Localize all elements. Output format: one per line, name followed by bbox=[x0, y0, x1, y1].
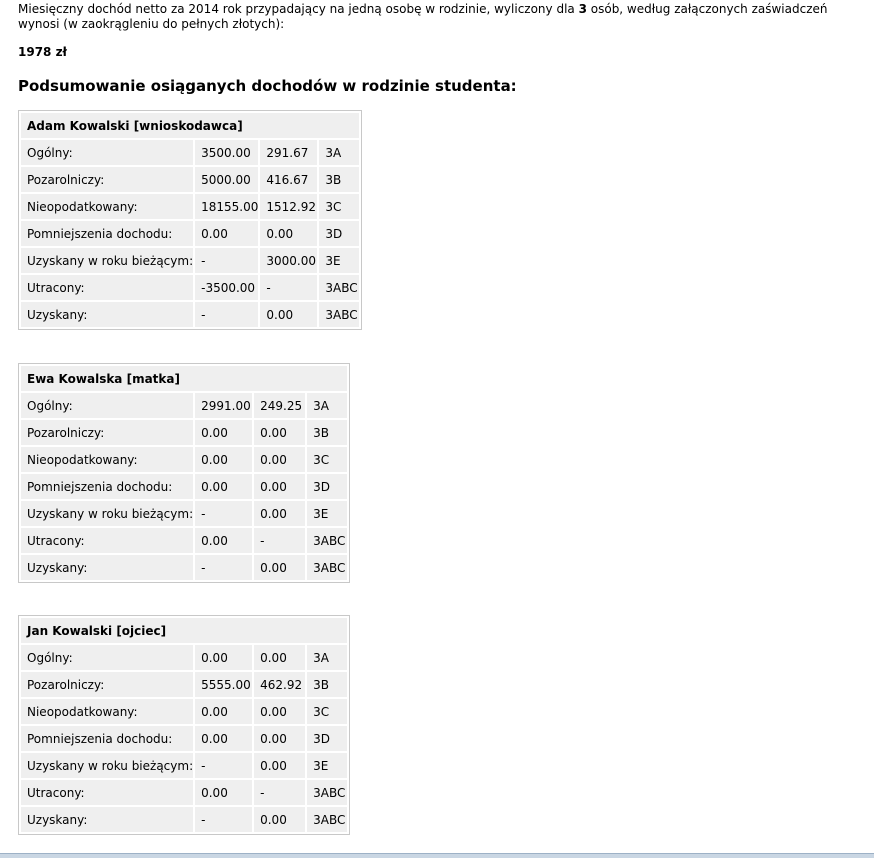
code-value: 3C bbox=[307, 699, 347, 724]
monthly-value: 0.00 bbox=[260, 302, 317, 327]
table-row bbox=[21, 780, 347, 805]
annual-value: - bbox=[195, 248, 258, 273]
code-value: 3B bbox=[319, 167, 359, 192]
monthly-value: 0.00 bbox=[254, 645, 305, 670]
code-value: 3E bbox=[307, 753, 347, 778]
table-row bbox=[21, 753, 347, 778]
code-value: 3ABC bbox=[307, 528, 347, 553]
person-name: Adam Kowalski [wnioskodawca] bbox=[21, 113, 359, 138]
income-type-label: Pomniejszenia dochodu: bbox=[21, 221, 193, 246]
table-row bbox=[21, 807, 347, 832]
code-value: 3ABC bbox=[307, 555, 347, 580]
annual-value: - bbox=[195, 555, 252, 580]
annual-value: 0.00 bbox=[195, 474, 252, 499]
income-type-label: Nieopodatkowany: bbox=[21, 194, 193, 219]
monthly-value: 0.00 bbox=[254, 501, 305, 526]
monthly-value: 3000.00 bbox=[260, 248, 317, 273]
code-value: 3ABC bbox=[319, 302, 359, 327]
monthly-value: 416.67 bbox=[260, 167, 317, 192]
income-type-label: Ogólny: bbox=[21, 393, 193, 418]
annual-value: 0.00 bbox=[195, 780, 252, 805]
monthly-value: 462.92 bbox=[254, 672, 305, 697]
annual-value: -3500.00 bbox=[195, 275, 258, 300]
income-type-label: Pomniejszenia dochodu: bbox=[21, 474, 193, 499]
annual-value: - bbox=[195, 807, 252, 832]
income-type-label: Ogólny: bbox=[21, 645, 193, 670]
annual-value: - bbox=[195, 302, 258, 327]
table-row bbox=[21, 275, 359, 300]
monthly-value: 0.00 bbox=[260, 221, 317, 246]
household-member-count: 3 bbox=[578, 2, 587, 16]
annual-value: 18155.00 bbox=[195, 194, 258, 219]
table-row bbox=[21, 555, 347, 580]
income-type-label: Uzyskany: bbox=[21, 807, 193, 832]
code-value: 3ABC bbox=[307, 807, 347, 832]
annual-value: 5000.00 bbox=[195, 167, 258, 192]
intro-text-before: Miesięczny dochód netto za 2014 rok przypadający na jedną osobę w rodzinie, wyliczony dla bbox=[18, 2, 579, 16]
monthly-value: 0.00 bbox=[254, 420, 305, 445]
annual-value: - bbox=[195, 501, 252, 526]
table-row bbox=[21, 672, 347, 697]
annual-value: 0.00 bbox=[195, 699, 252, 724]
annual-value: 0.00 bbox=[195, 645, 252, 670]
window-bottom-border bbox=[0, 853, 874, 858]
annual-value: 0.00 bbox=[195, 726, 252, 751]
annual-value: 0.00 bbox=[195, 528, 252, 553]
income-type-label: Pomniejszenia dochodu: bbox=[21, 726, 193, 751]
table-row bbox=[21, 528, 347, 553]
code-value: 3C bbox=[319, 194, 359, 219]
table-row bbox=[21, 699, 347, 724]
code-value: 3D bbox=[319, 221, 359, 246]
code-value: 3E bbox=[319, 248, 359, 273]
intro-text-after: osób, według załączonych zaświadczeń wynosi (w zaokrągleniu do pełnych złotych): bbox=[18, 2, 828, 31]
table-row bbox=[21, 447, 347, 472]
table-row bbox=[21, 167, 359, 192]
person-income-table-1 bbox=[18, 110, 362, 330]
code-value: 3E bbox=[307, 501, 347, 526]
code-value: 3D bbox=[307, 726, 347, 751]
income-type-label: Uzyskany w roku bieżącym: bbox=[21, 753, 193, 778]
monthly-value: 0.00 bbox=[254, 726, 305, 751]
table-row bbox=[21, 420, 347, 445]
annual-value: 0.00 bbox=[195, 221, 258, 246]
person-name: Jan Kowalski [ojciec] bbox=[21, 618, 347, 643]
table-header-row bbox=[21, 113, 359, 138]
income-type-label: Uzyskany: bbox=[21, 302, 193, 327]
income-type-label: Pozarolniczy: bbox=[21, 420, 193, 445]
monthly-value: - bbox=[254, 780, 305, 805]
income-per-person-amount: 1978 zł bbox=[18, 45, 68, 59]
income-type-label: Uzyskany w roku bieżącym: bbox=[21, 248, 193, 273]
table-header-row bbox=[21, 366, 347, 391]
code-value: 3ABC bbox=[307, 780, 347, 805]
monthly-value: 1512.92 bbox=[260, 194, 317, 219]
income-intro-text bbox=[18, 2, 858, 32]
annual-value: 0.00 bbox=[195, 447, 252, 472]
code-value: 3B bbox=[307, 672, 347, 697]
table-row bbox=[21, 248, 359, 273]
table-header-row bbox=[21, 618, 347, 643]
monthly-value: 0.00 bbox=[254, 447, 305, 472]
monthly-value: 0.00 bbox=[254, 807, 305, 832]
annual-value: 3500.00 bbox=[195, 140, 258, 165]
annual-value: - bbox=[195, 753, 252, 778]
person-income-table-2 bbox=[18, 363, 350, 583]
income-type-label: Pozarolniczy: bbox=[21, 167, 193, 192]
person-name: Ewa Kowalska [matka] bbox=[21, 366, 347, 391]
table-row bbox=[21, 140, 359, 165]
income-type-label: Pozarolniczy: bbox=[21, 672, 193, 697]
table-row bbox=[21, 726, 347, 751]
code-value: 3C bbox=[307, 447, 347, 472]
code-value: 3A bbox=[307, 393, 347, 418]
table-row bbox=[21, 393, 347, 418]
income-type-label: Uzyskany w roku bieżącym: bbox=[21, 501, 193, 526]
income-type-label: Utracony: bbox=[21, 780, 193, 805]
income-type-label: Nieopodatkowany: bbox=[21, 699, 193, 724]
code-value: 3A bbox=[319, 140, 359, 165]
annual-value: 0.00 bbox=[195, 420, 252, 445]
table-row bbox=[21, 501, 347, 526]
table-row bbox=[21, 302, 359, 327]
table-row bbox=[21, 221, 359, 246]
person-income-table-3 bbox=[18, 615, 350, 835]
code-value: 3A bbox=[307, 645, 347, 670]
annual-value: 5555.00 bbox=[195, 672, 252, 697]
monthly-value: 0.00 bbox=[254, 699, 305, 724]
monthly-value: 0.00 bbox=[254, 474, 305, 499]
monthly-value: 0.00 bbox=[254, 555, 305, 580]
income-type-label: Utracony: bbox=[21, 528, 193, 553]
monthly-value: - bbox=[260, 275, 317, 300]
monthly-value: 0.00 bbox=[254, 753, 305, 778]
annual-value: 2991.00 bbox=[195, 393, 252, 418]
summary-title: Podsumowanie osiąganych dochodów w rodzinie studenta: bbox=[18, 77, 517, 95]
monthly-value: 291.67 bbox=[260, 140, 317, 165]
code-value: 3B bbox=[307, 420, 347, 445]
code-value: 3D bbox=[307, 474, 347, 499]
income-type-label: Ogólny: bbox=[21, 140, 193, 165]
monthly-value: 249.25 bbox=[254, 393, 305, 418]
table-row bbox=[21, 645, 347, 670]
table-row bbox=[21, 194, 359, 219]
income-type-label: Nieopodatkowany: bbox=[21, 447, 193, 472]
monthly-value: - bbox=[254, 528, 305, 553]
income-type-label: Utracony: bbox=[21, 275, 193, 300]
table-row bbox=[21, 474, 347, 499]
code-value: 3ABC bbox=[319, 275, 359, 300]
income-type-label: Uzyskany: bbox=[21, 555, 193, 580]
